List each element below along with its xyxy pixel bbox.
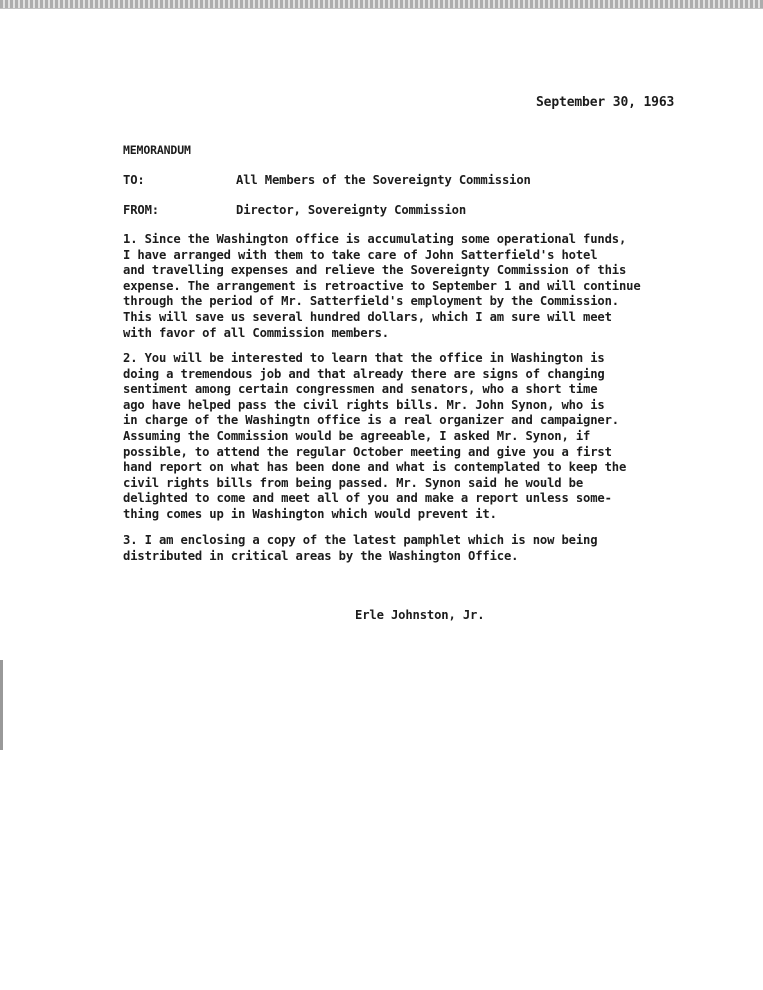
paragraph-line: delighted to come and meet all of you and make a report unless some-: [123, 491, 612, 506]
paragraph-line: ago have helped pass the civil rights bills. Mr. John Synon, who is: [123, 397, 605, 412]
scan-top-edge: [0, 0, 763, 8]
paragraph-3: [123, 533, 683, 564]
paragraph-line: I have arranged with them to take care of John Satterfield's hotel: [123, 247, 598, 262]
paragraph-line: distributed in critical areas by the Washington Office.: [123, 548, 519, 563]
memo-heading: MEMORANDUM: [123, 143, 191, 157]
memo-date: September 30, 1963: [536, 95, 675, 110]
scan-left-mark: [0, 660, 3, 750]
paragraph-line: possible, to attend the regular October meeting and give you a first: [123, 444, 612, 459]
paragraph-line: Assuming the Commission would be agreeable, I asked Mr. Synon, if: [123, 428, 591, 443]
paragraph-line: through the period of Mr. Satterfield's employment by the Commission.: [123, 294, 619, 309]
paragraph-line: 1. Since the Washington office is accumulating some operational funds,: [123, 232, 627, 246]
paragraph-2: [123, 351, 683, 523]
paragraph-line: This will save us several hundred dollars, which I am sure will meet: [123, 309, 612, 324]
paragraph-1: [123, 232, 683, 341]
paragraph-line: with favor of all Commission members.: [123, 325, 389, 340]
from-value: Director, Sovereignty Commission: [236, 203, 466, 217]
signature-name: Erle Johnston, Jr.: [355, 608, 485, 622]
paragraph-line: sentiment among certain congressmen and senators, who a short time: [123, 382, 598, 397]
paragraph-line: and travelling expenses and relieve the Sovereignty Commission of this: [123, 263, 627, 278]
to-label: TO:: [123, 173, 145, 187]
paragraph-line: 3. I am enclosing a copy of the latest pamphlet which is now being: [123, 533, 598, 547]
paragraph-line: expense. The arrangement is retroactive to September 1 and will continue: [123, 278, 641, 293]
scan-top-line: [0, 8, 763, 9]
paragraph-line: thing comes up in Washington which would prevent it.: [123, 506, 497, 521]
to-value: All Members of the Sovereignty Commission: [236, 173, 531, 187]
paragraph-line: doing a tremendous job and that already there are signs of changing: [123, 366, 605, 381]
paragraph-line: 2. You will be interested to learn that the office in Washington is: [123, 351, 605, 365]
paragraph-line: hand report on what has been done and what is contemplated to keep the: [123, 460, 627, 475]
paragraph-line: in charge of the Washingtn office is a real organizer and campaigner.: [123, 413, 619, 428]
paragraph-line: civil rights bills from being passed. Mr. Synon said he would be: [123, 475, 583, 490]
from-label: FROM:: [123, 203, 159, 217]
